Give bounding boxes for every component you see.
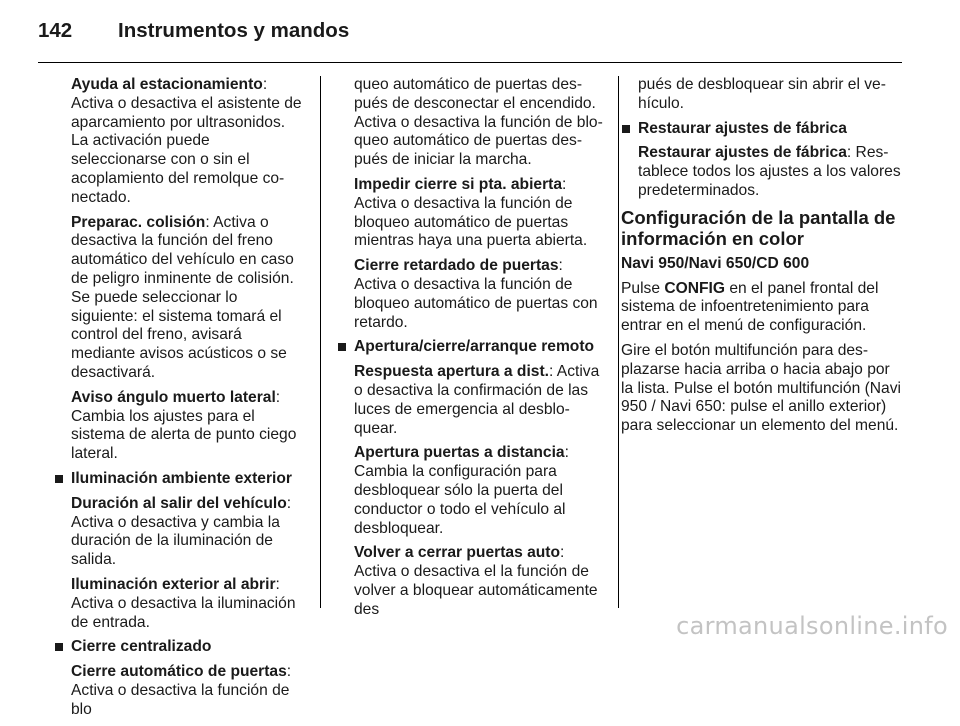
column-2 — [337, 76, 605, 626]
page-header — [38, 19, 349, 43]
bullet-item: Iluminación ambiente exterior — [54, 470, 304, 489]
page-title: Instrumentos y mandos — [118, 19, 350, 42]
term: Respuesta apertura a dist. — [354, 363, 549, 381]
paragraph: Ayuda al estacionamiento: Activa o desactiva el asistente de aparcamiento por ultrasonidos. La activación puede seleccionarse con o sin el acoplamiento del remolque conectado. — [71, 76, 302, 206]
column-3 — [621, 76, 904, 442]
subsection-heading: Navi 950/Navi 650/CD 600 — [621, 254, 810, 272]
term: Volver a cerrar puertas auto — [354, 544, 560, 562]
paragraph: Impedir cierre si pta. abierta: Activa o desactiva la función de bloqueo automático de puertas mientras haya una puerta abierta. — [354, 175, 588, 250]
paragraph: Duración al salir del vehículo: Activa o desactiva y cambia la duración de la iluminación de salida. — [71, 494, 292, 569]
term: Ayuda al estacionamiento — [71, 76, 263, 93]
column-1 — [54, 76, 304, 726]
header-rule — [38, 62, 902, 63]
paragraph: pués de desbloquear sin abrir el vehículo. — [638, 76, 886, 112]
paragraph: Preparac. colisión: Activa o desactiva la función del freno automático del vehículo en caso de peligro inminente de colisión. Se puede seleccionar lo siguiente: el sistema tomará el control del freno, avisará mediante avisos acústicos o se desactivará. — [71, 213, 294, 381]
term: Cierre automático de puertas — [71, 663, 287, 681]
paragraph: Restaurar ajustes de fábrica: Restablece todos los ajustes a los valores predeterminados. — [638, 144, 901, 199]
page-number: 142 — [38, 19, 73, 42]
term: Apertura puertas a distancia — [354, 444, 565, 462]
watermark: carmanualsonline.info — [676, 612, 948, 640]
term: CONFIG — [664, 279, 725, 297]
paragraph: queo automático de puertas después de desconectar el encendido. Activa o desactiva la función de bloqueo automático de puertas después de iniciar la marcha. — [354, 76, 603, 169]
term: Cierre retardado de puertas — [354, 257, 559, 275]
paragraph: Respuesta apertura a dist.: Activa o desactiva la confirmación de las luces de emergencia al desbloquear. — [354, 363, 600, 437]
term: Iluminación exterior al abrir — [71, 575, 276, 593]
term: Aviso ángulo muerto lateral — [71, 388, 276, 406]
term: Preparac. colisión — [71, 213, 206, 231]
bullet-item: Apertura/cierre/arranque remoto — [337, 338, 605, 357]
section-heading: Configuración de la pantalla de información en color — [621, 206, 896, 249]
paragraph: Cierre automático de puertas: Activa o desactiva la función de blo — [71, 663, 292, 718]
paragraph: Volver a cerrar puertas auto: Activa o desactiva el la función de volver a bloquear automáticamente des — [354, 544, 598, 618]
column-divider — [618, 76, 619, 608]
column-divider — [320, 76, 321, 608]
paragraph: Iluminación exterior al abrir: Activa o desactiva la iluminación de entrada. — [71, 575, 296, 631]
bullet-item: Cierre centralizado — [54, 638, 304, 657]
paragraph: Aviso ángulo muerto lateral: Cambia los ajustes para el sistema de alerta de punto ciego lateral. — [71, 388, 297, 463]
paragraph: Pulse CONFIG en el panel frontal del sistema de infoentretenimiento para entrar en el menú de configuración. — [621, 279, 879, 335]
paragraph: Apertura puertas a distancia: Cambia la configuración para desbloquear sólo la puerta del conductor o todo el vehículo al desbloquear. — [354, 444, 569, 537]
term: Duración al salir del vehículo — [71, 494, 287, 512]
term: Impedir cierre si pta. abierta — [354, 175, 563, 193]
paragraph: Gire el botón multifunción para desplazarse hacia arriba o hacia abajo por la lista. Pulse el botón multifunción (Navi 950 / Navi 650: pulse el anillo exterior) para seleccionar un elemento del menú. — [621, 341, 901, 435]
bullet-item: Restaurar ajustes de fábrica — [621, 120, 904, 139]
paragraph: Cierre retardado de puertas: Activa o desactiva la función de bloqueo automático de puertas con retardo. — [354, 257, 598, 331]
term: Restaurar ajustes de fábrica — [638, 144, 847, 162]
